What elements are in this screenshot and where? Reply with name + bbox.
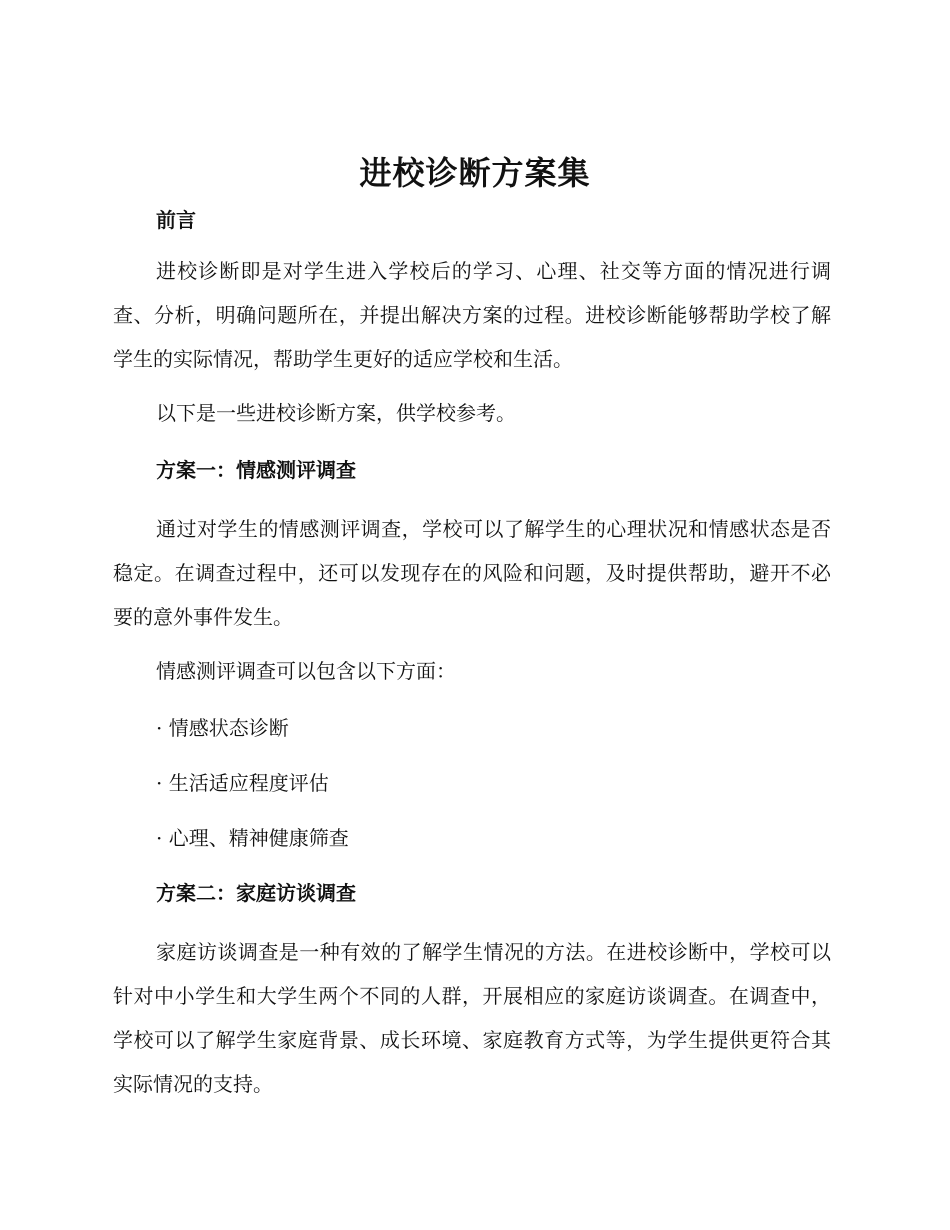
plan1-heading: 方案一：情感测评调查 <box>156 458 356 482</box>
preface-note: 以下是一些进校诊断方案，供学校参考。 <box>156 401 516 425</box>
plan1-item-adaptation: · 生活适应程度评估 <box>156 771 329 795</box>
plan1-intro: 情感测评调查可以包含以下方面： <box>156 659 456 683</box>
plan2-paragraph: 家庭访谈调查是一种有效的了解学生情况的方法。在进校诊断中，学校可以针对中小学生和大学生两个不同的人群，开展相应的家庭访谈调查。在调查中，学校可以了解学生家庭背景、成长环境、家庭教育方式等，为学生提供更符合其实际情况的支持。 <box>113 940 831 1096</box>
document-title: 进校诊断方案集 <box>359 154 591 192</box>
plan1-item-emotion: · 情感状态诊断 <box>156 716 289 740</box>
plan2-heading: 方案二：家庭访谈调查 <box>156 881 356 905</box>
document-body <box>113 202 831 1106</box>
plan1-paragraph: 通过对学生的情感测评调查，学校可以了解学生的心理状况和情感状态是否稳定。在调查过程中，还可以发现存在的风险和问题，及时提供帮助，避开不必要的意外事件发生。 <box>113 517 831 629</box>
preface-paragraph: 进校诊断即是对学生进入学校后的学习、心理、社交等方面的情况进行调查、分析，明确问题所在，并提出解决方案的过程。进校诊断能够帮助学校了解学生的实际情况，帮助学生更好的适应学校和生活。 <box>113 259 831 371</box>
preface-heading: 前言 <box>156 208 196 232</box>
plan1-item-health: · 心理、精神健康筛查 <box>156 826 349 850</box>
